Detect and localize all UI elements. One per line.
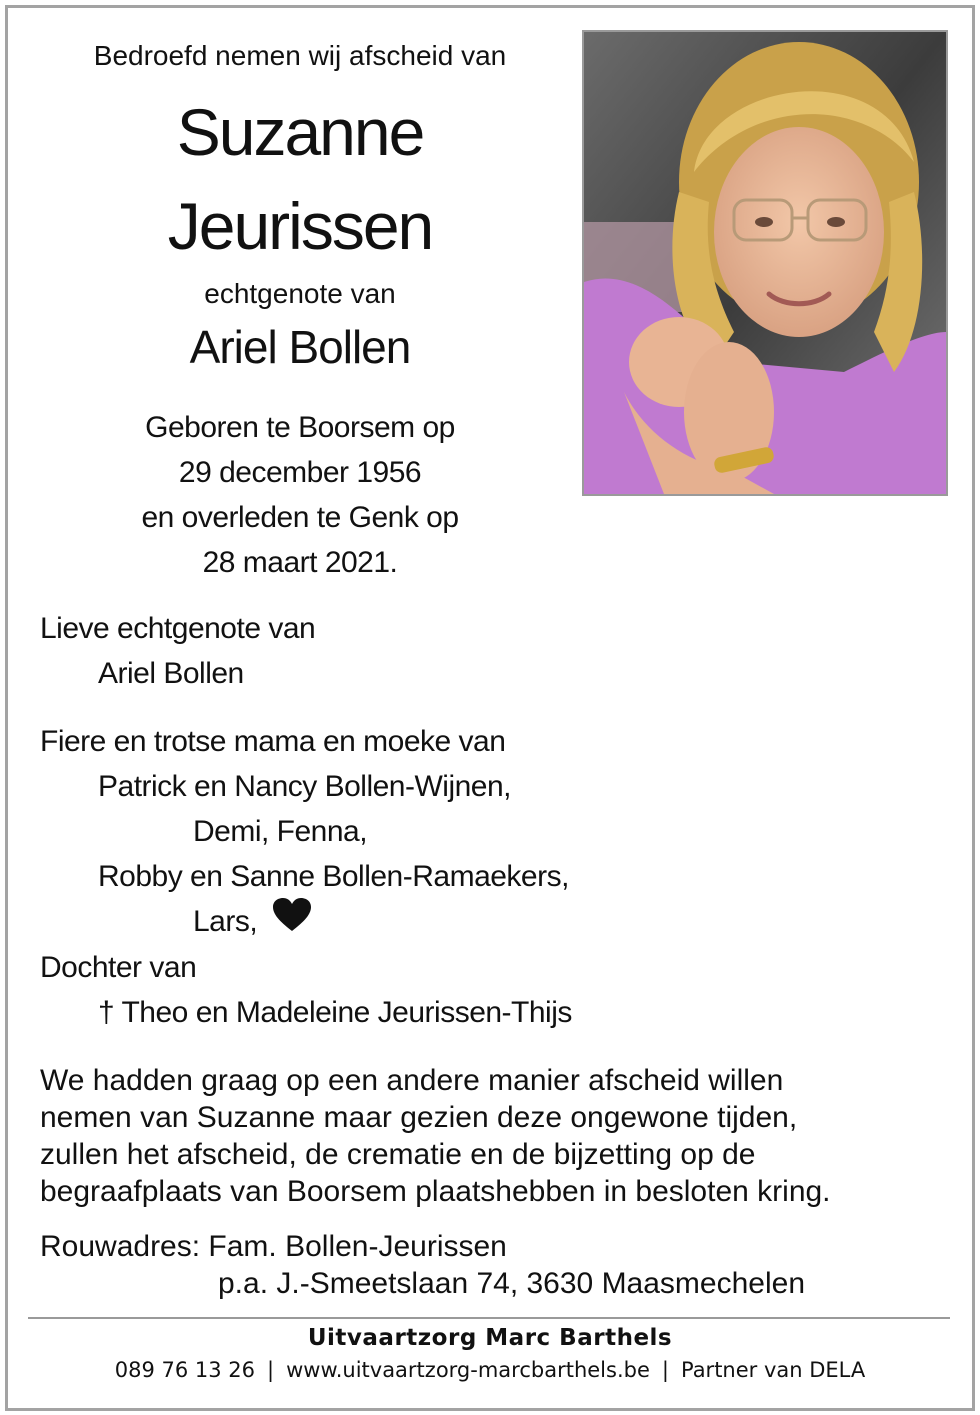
portrait-photo xyxy=(582,30,948,496)
parents-names: Theo en Madeleine Jeurissen-Thijs xyxy=(121,996,572,1029)
footer-divider xyxy=(28,1317,950,1319)
parents-entry xyxy=(98,996,572,1030)
message-line-4: begraafplaats van Boorsem plaatshebben in besloten kring. xyxy=(40,1175,831,1208)
death-place-line: en overleden te Genk op xyxy=(141,501,459,534)
birth-date-line: 29 december 1956 xyxy=(178,456,422,489)
death-date-line: 28 maart 2021. xyxy=(202,546,398,579)
company-name: Uitvaartzorg Marc Barthels xyxy=(307,1325,673,1351)
spouse-entry: Ariel Bollen xyxy=(98,657,244,690)
separator: | xyxy=(267,1358,275,1382)
message-line-3: zullen het afscheid, de crematie en de bijzetting op de xyxy=(40,1138,756,1171)
deceased-first-name: Suzanne xyxy=(176,95,424,169)
address-line-1 xyxy=(40,1228,507,1265)
birth-place-line: Geboren te Boorsem op xyxy=(145,411,455,444)
message-line-1: We hadden graag op een andere manier afscheid willen xyxy=(40,1064,784,1097)
address-label: Rouwadres: xyxy=(40,1230,201,1263)
children-heading: Fiere en trotse mama en moeke van xyxy=(40,725,506,758)
grandchildren-entry-2 xyxy=(193,905,311,940)
intro-text: Bedroefd nemen wij afscheid van xyxy=(93,40,507,71)
phone-number: 089 76 13 26 xyxy=(114,1358,256,1382)
address-family: Fam. Bollen-Jeurissen xyxy=(208,1230,507,1263)
deceased-last-name: Jeurissen xyxy=(167,189,433,263)
spouse-heading: Lieve echtgenote van xyxy=(40,612,316,645)
portrait-illustration xyxy=(584,32,946,494)
separator: | xyxy=(661,1358,669,1382)
grandchildren-names: Lars, xyxy=(193,905,258,938)
child-entry-2: Robby en Sanne Bollen-Ramaekers, xyxy=(98,860,569,893)
partner-text: Partner van DELA xyxy=(680,1358,866,1382)
heart-icon xyxy=(273,898,311,940)
footer-contact xyxy=(0,1358,980,1382)
daughter-heading: Dochter van xyxy=(40,951,197,984)
address-street: p.a. J.-Smeetslaan 74, 3630 Maasmechelen xyxy=(218,1267,806,1300)
website-link[interactable]: www.uitvaartzorg-marcbarthels.be xyxy=(286,1358,650,1382)
message-line-2: nemen van Suzanne maar gezien deze ongewone tijden, xyxy=(40,1101,798,1134)
grandchildren-entry-1: Demi, Fenna, xyxy=(193,815,368,848)
child-entry-1: Patrick en Nancy Bollen-Wijnen, xyxy=(98,770,512,803)
spouse-label: echtgenote van xyxy=(204,278,396,309)
spouse-name: Ariel Bollen xyxy=(189,321,411,373)
cross-icon: † xyxy=(98,996,115,1029)
